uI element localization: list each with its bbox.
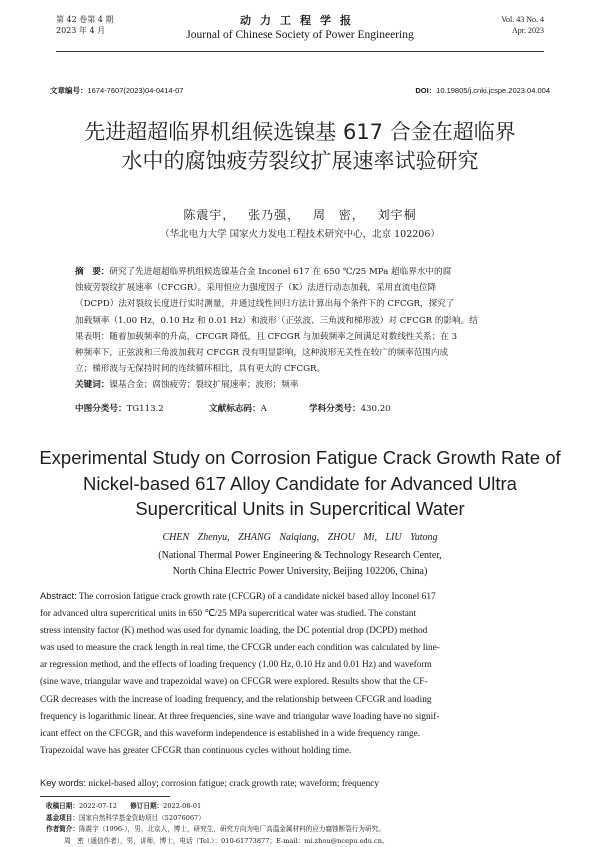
title-cn bbox=[40, 118, 560, 176]
footnotes bbox=[46, 801, 560, 847]
abstract-cn-line: 种频率下，正弦波和三角波加载对 CFCGR 没有明显影响，这种波形无关性在较广的频率范围内成 bbox=[75, 348, 449, 359]
abstract-cn-line: 立；梯形波与无保持时间的连续循环相比，具有更大的 CFCGR。 bbox=[75, 364, 326, 375]
doc-code-label: 文献标志码： bbox=[209, 404, 261, 414]
article-number-label: 文章编号： bbox=[50, 86, 88, 95]
doi-value: 10.19805/j.cnki.jcspe.2023.04.004 bbox=[436, 86, 550, 95]
abstract-cn bbox=[75, 264, 525, 394]
title-cn-line: 水中的腐蚀疲劳裂纹扩展速率试验研究 bbox=[121, 149, 479, 173]
date-line: 2023 年 4 月 bbox=[56, 26, 106, 35]
abstract-en bbox=[40, 588, 560, 760]
keywords-cn bbox=[75, 377, 525, 393]
abstract-en-line: ar regression method, and the effects of loading frequency (1.00 Hz, 0.10 Hz and 0.01 Hz) and waveform bbox=[40, 660, 432, 671]
clc-number bbox=[75, 402, 209, 414]
volume-line: 第 42 卷第 4 期 bbox=[56, 15, 114, 24]
abstract-cn-line bbox=[75, 264, 525, 280]
corresponding-author-line: 周 密（通信作者），男，讲师，博士，电话（Tel.）：010-61773877；E-mail：mi.zhou@ncepu.edu.cn。 bbox=[64, 836, 389, 845]
clc-label: 中图分类号： bbox=[75, 404, 127, 414]
author-bio-line bbox=[46, 824, 560, 836]
journal-name-en: Journal of Chinese Society of Power Engineering bbox=[186, 29, 414, 41]
abstract-cn-line: 果表明：随着加载频率的升高，CFCGR 降低，且 CFCGR 与加载频率之间满足对数线性关系；在 3 bbox=[75, 331, 458, 342]
abstract-cn-text: 研究了先进超超临界机组候选镍基合金 Inconel 617 在 650 ℃/25 MPa 超临界水中的腐 bbox=[109, 267, 452, 277]
subject-code-label: 学科分类号： bbox=[309, 404, 361, 414]
abstract-cn-line: 蚀疲劳裂纹扩展速率（CFCGR）。采用恒应力强度因子（K）法进行动态加载，采用直流电位降 bbox=[75, 283, 437, 294]
doc-code bbox=[209, 402, 309, 414]
article-number: 1674-7607(2023)04-0414-07 bbox=[87, 86, 184, 95]
journal-name bbox=[56, 14, 544, 42]
doc-code-value: A bbox=[260, 404, 267, 414]
volume-issue-en bbox=[501, 14, 544, 36]
title-en bbox=[30, 445, 570, 522]
revised-label: 修订日期： bbox=[130, 802, 164, 810]
classification-row bbox=[75, 402, 525, 414]
abstract-en-label: Abstract: bbox=[40, 591, 77, 601]
dates-line bbox=[46, 801, 560, 813]
affiliation-en-line: (National Thermal Power Engineering & Technology Research Center, bbox=[158, 550, 442, 561]
subject-code bbox=[309, 402, 391, 414]
fund-label: 基金项目： bbox=[46, 813, 79, 822]
affiliation-en bbox=[0, 548, 600, 580]
affiliation-en-line: North China Electric Power University, Beijing 102206, China) bbox=[172, 566, 428, 577]
volume-line-en: Vol. 43 No. 4 bbox=[501, 15, 544, 24]
abstract-cn-label: 摘 要： bbox=[75, 267, 110, 277]
keywords-cn-text: 镍基合金；腐蚀疲劳；裂纹扩展速率；波形；频率 bbox=[109, 380, 299, 391]
journal-name-cn: 动力工程学报 bbox=[240, 14, 360, 27]
abstract-cn-line: 加载频率（1.00 Hz，0.10 Hz 和 0.01 Hz）和波形（正弦波、三角波和梯形波）对 CFCGR 的影响。结 bbox=[75, 315, 478, 326]
title-en-line: Supercritical Units in Supercritical Water bbox=[135, 498, 465, 519]
abstract-en-line: CGR decreases with the increase of loading frequency, and the relationship between CFCGR and loading bbox=[40, 694, 432, 705]
date-line-en: Apr. 2023 bbox=[512, 26, 544, 35]
fund-line bbox=[46, 813, 560, 825]
abstract-en-line: for advanced ultra supercritical units in 650 ℃/25 MPa supercritical water was studied. The constant bbox=[40, 609, 417, 620]
abstract-en-line: frequency is logarithmic linear. At three frequencies, sine wave and triangular wave loading have no signif- bbox=[40, 711, 440, 722]
keywords-en bbox=[40, 778, 560, 789]
fund-text: 国家自然科学基金资助项目（52076067） bbox=[78, 813, 205, 822]
title-cn-line: 先进超超临界机组候选镍基 617 合金在超临界 bbox=[84, 120, 516, 144]
running-header bbox=[56, 14, 544, 54]
authors-en: CHEN Zhenyu, ZHANG Naiqiang, ZHOU Mi, LIU Yutong bbox=[162, 532, 438, 543]
received-date: 2022-07-12 bbox=[78, 802, 117, 810]
article-meta bbox=[50, 85, 550, 96]
clc-value: TG113.2 bbox=[126, 404, 164, 414]
subject-code-value: 430.20 bbox=[360, 404, 391, 414]
abstract-en-line: stress intensity factor (K) method was used for dynamic loading, the DC potential drop (DCPD) method bbox=[40, 626, 428, 637]
abstract-en-line: Trapezoidal wave has greater CFCGR than continuous cycles without holding time. bbox=[40, 745, 352, 756]
abstract-cn-line: （DCPD）法对裂纹长度进行实时测量，并通过线性回归方法计算出每个条件下的 CFCGR，探究了 bbox=[75, 299, 455, 310]
keywords-en-label: Key words: bbox=[40, 778, 86, 788]
authors-cn: 陈震宇， 张乃强， 周 密， 刘宇桐 bbox=[183, 208, 417, 222]
abstract-en-line: (sine wave, triangular wave and trapezoidal wave) on CFCGR were explored. Results show that the CF- bbox=[40, 677, 428, 688]
footnote-divider bbox=[40, 796, 170, 797]
author-bio-text: 陈震宇（1996-），男，北京人，博士，研究生，研究方向为电厂高温金属材料的应力腐蚀断裂行为研究。 bbox=[78, 825, 385, 833]
doi-label: DOI： bbox=[415, 86, 437, 95]
abstract-en-line: icant effect on the CFCGR, and this waveform independence is established in a wide frequency range. bbox=[40, 728, 421, 739]
title-en-line: Nickel-based 617 Alloy Candidate for Advanced Ultra bbox=[83, 472, 517, 494]
keywords-en-text: nickel-based alloy; corrosion fatigue; crack growth rate; waveform; frequency bbox=[88, 779, 379, 789]
abstract-en-text: The corrosion fatigue crack growth rate (CFCGR) of a candidate nickel based alloy Inconel 617 bbox=[78, 592, 436, 602]
header-divider bbox=[56, 51, 544, 52]
keywords-cn-label: 关键词： bbox=[75, 380, 110, 391]
title-en-line: Experimental Study on Corrosion Fatigue Crack Growth Rate of bbox=[39, 447, 561, 468]
affiliation-cn: （华北电力大学 国家火力发电工程技术研究中心，北京 102206） bbox=[160, 229, 440, 240]
doi bbox=[415, 85, 550, 96]
abstract-en-line: was used to measure the crack length in real time, the CFCGR under each condition was calculated by line- bbox=[40, 643, 440, 654]
author-bio-label: 作者简介： bbox=[46, 825, 79, 833]
revised-date: 2022-08-01 bbox=[163, 802, 202, 810]
abstract-en-line bbox=[40, 588, 560, 606]
received-label: 收稿日期： bbox=[46, 802, 79, 810]
